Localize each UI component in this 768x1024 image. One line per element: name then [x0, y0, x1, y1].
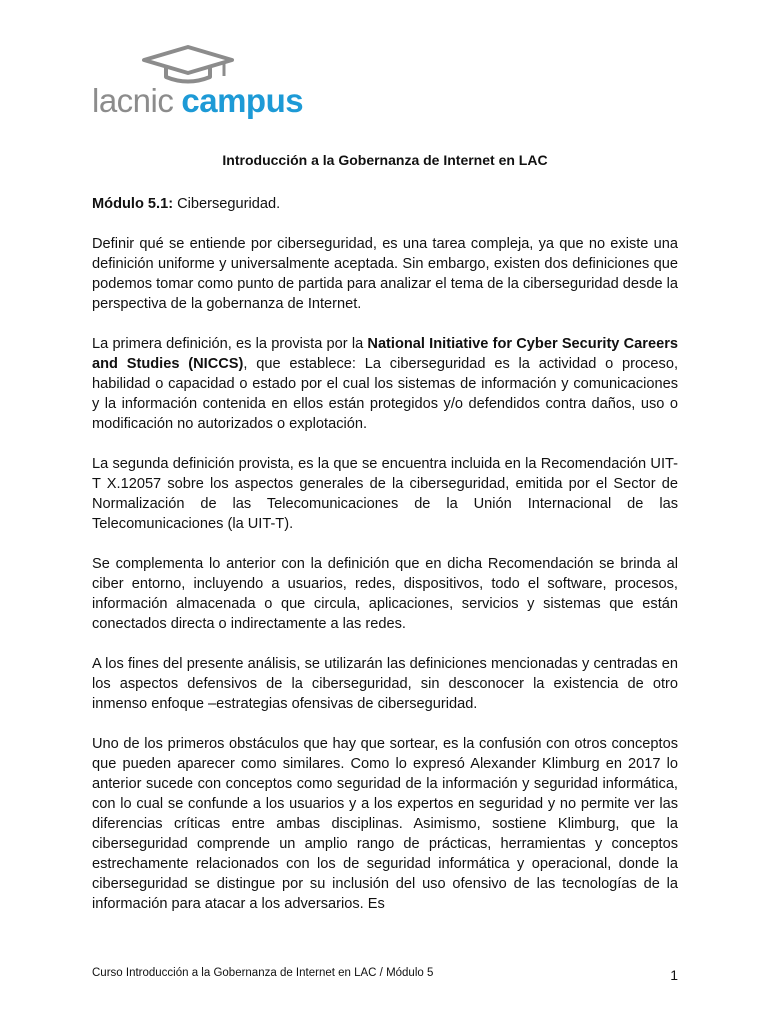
page-number: 1 [670, 967, 678, 983]
paragraph-2 [92, 334, 678, 434]
page-footer [92, 965, 678, 981]
paragraph-3: La segunda definición provista, es la que se encuentra incluida en la Recomendación UIT-T X.12057 sobre los aspectos generales de la ciberseguridad, emitida por el Sector de Normalización de las Telecomunicaciones de la Unión Internacional de las Telecomunicaciones (la UIT-T). [92, 456, 678, 532]
logo-text-lacnic: lacnic [92, 82, 174, 119]
graduation-cap-icon [140, 44, 236, 84]
module-label: Módulo 5.1: [92, 196, 174, 212]
logo-text-campus: campus [181, 82, 304, 119]
module-name: Ciberseguridad. [173, 196, 281, 212]
footer-text: Curso Introducción a la Gobernanza de Internet en LAC / Módulo 5 [92, 967, 434, 979]
paragraph-2-rest: , que establece: La ciberseguridad es la actividad o proceso, habilidad o capacidad o estado por el cual los sistemas de información y comunicaciones y la información contenida en ellos están protegidos y/o defendidos contra daños, uso o modificación no autorizados o explotación. [92, 356, 679, 432]
document-body [92, 194, 678, 934]
paragraph-4: Se complementa lo anterior con la definición que en dicha Recomendación se brinda al ciber entorno, incluyendo a usuarios, redes, dispositivos, todo el software, procesos, información almacenada o que circula, aplicaciones, servicios y sistemas que están conectados directa o indirectamente a las redes. [92, 556, 678, 632]
niccs-name: National Initiative for Cyber Security Careers and Studies (NICCS) [92, 336, 678, 372]
lacnic-campus-logo [92, 44, 307, 122]
logo-wordmark [92, 84, 303, 117]
document-title: Introducción a la Gobernanza de Internet en LAC [222, 152, 548, 168]
paragraph-1: Definir qué se entiende por ciberseguridad, es una tarea compleja, ya que no existe una definición uniforme y universalmente aceptada. Sin embargo, existen dos definiciones que podemos tomar como punto de partida para analizar el tema de la ciberseguridad desde la perspectiva de la gobernanza de Internet. [92, 236, 678, 312]
module-heading [92, 194, 678, 214]
paragraph-2-intro: La primera definición, es la provista por la [92, 336, 368, 352]
paragraph-6: Uno de los primeros obstáculos que hay que sortear, es la confusión con otros conceptos que pueden aparecer como similares. Como lo expresó Alexander Klimburg en 2017 lo anterior sucede con conceptos como seguridad de la información y seguridad informática, con lo cual se confunde a los usuarios y a los expertos en seguridad y no permite ver las diferencias críticas entre ambas disciplinas. Asimismo, sostiene Klimburg, que la ciberseguridad comprende un amplio rango de prácticas, herramientas y conceptos estrechamente relacionados con los de seguridad informática y operacional, donde la ciberseguridad se distingue por su inclusión del uso ofensivo de las tecnologías de la información para atacar a los adversarios. Es [92, 736, 678, 912]
paragraph-5: A los fines del presente análisis, se utilizarán las definiciones mencionadas y centradas en los aspectos defensivos de la ciberseguridad, sin desconocer la existencia de otro inmenso enfoque –estrategias ofensivas de ciberseguridad. [92, 656, 678, 712]
